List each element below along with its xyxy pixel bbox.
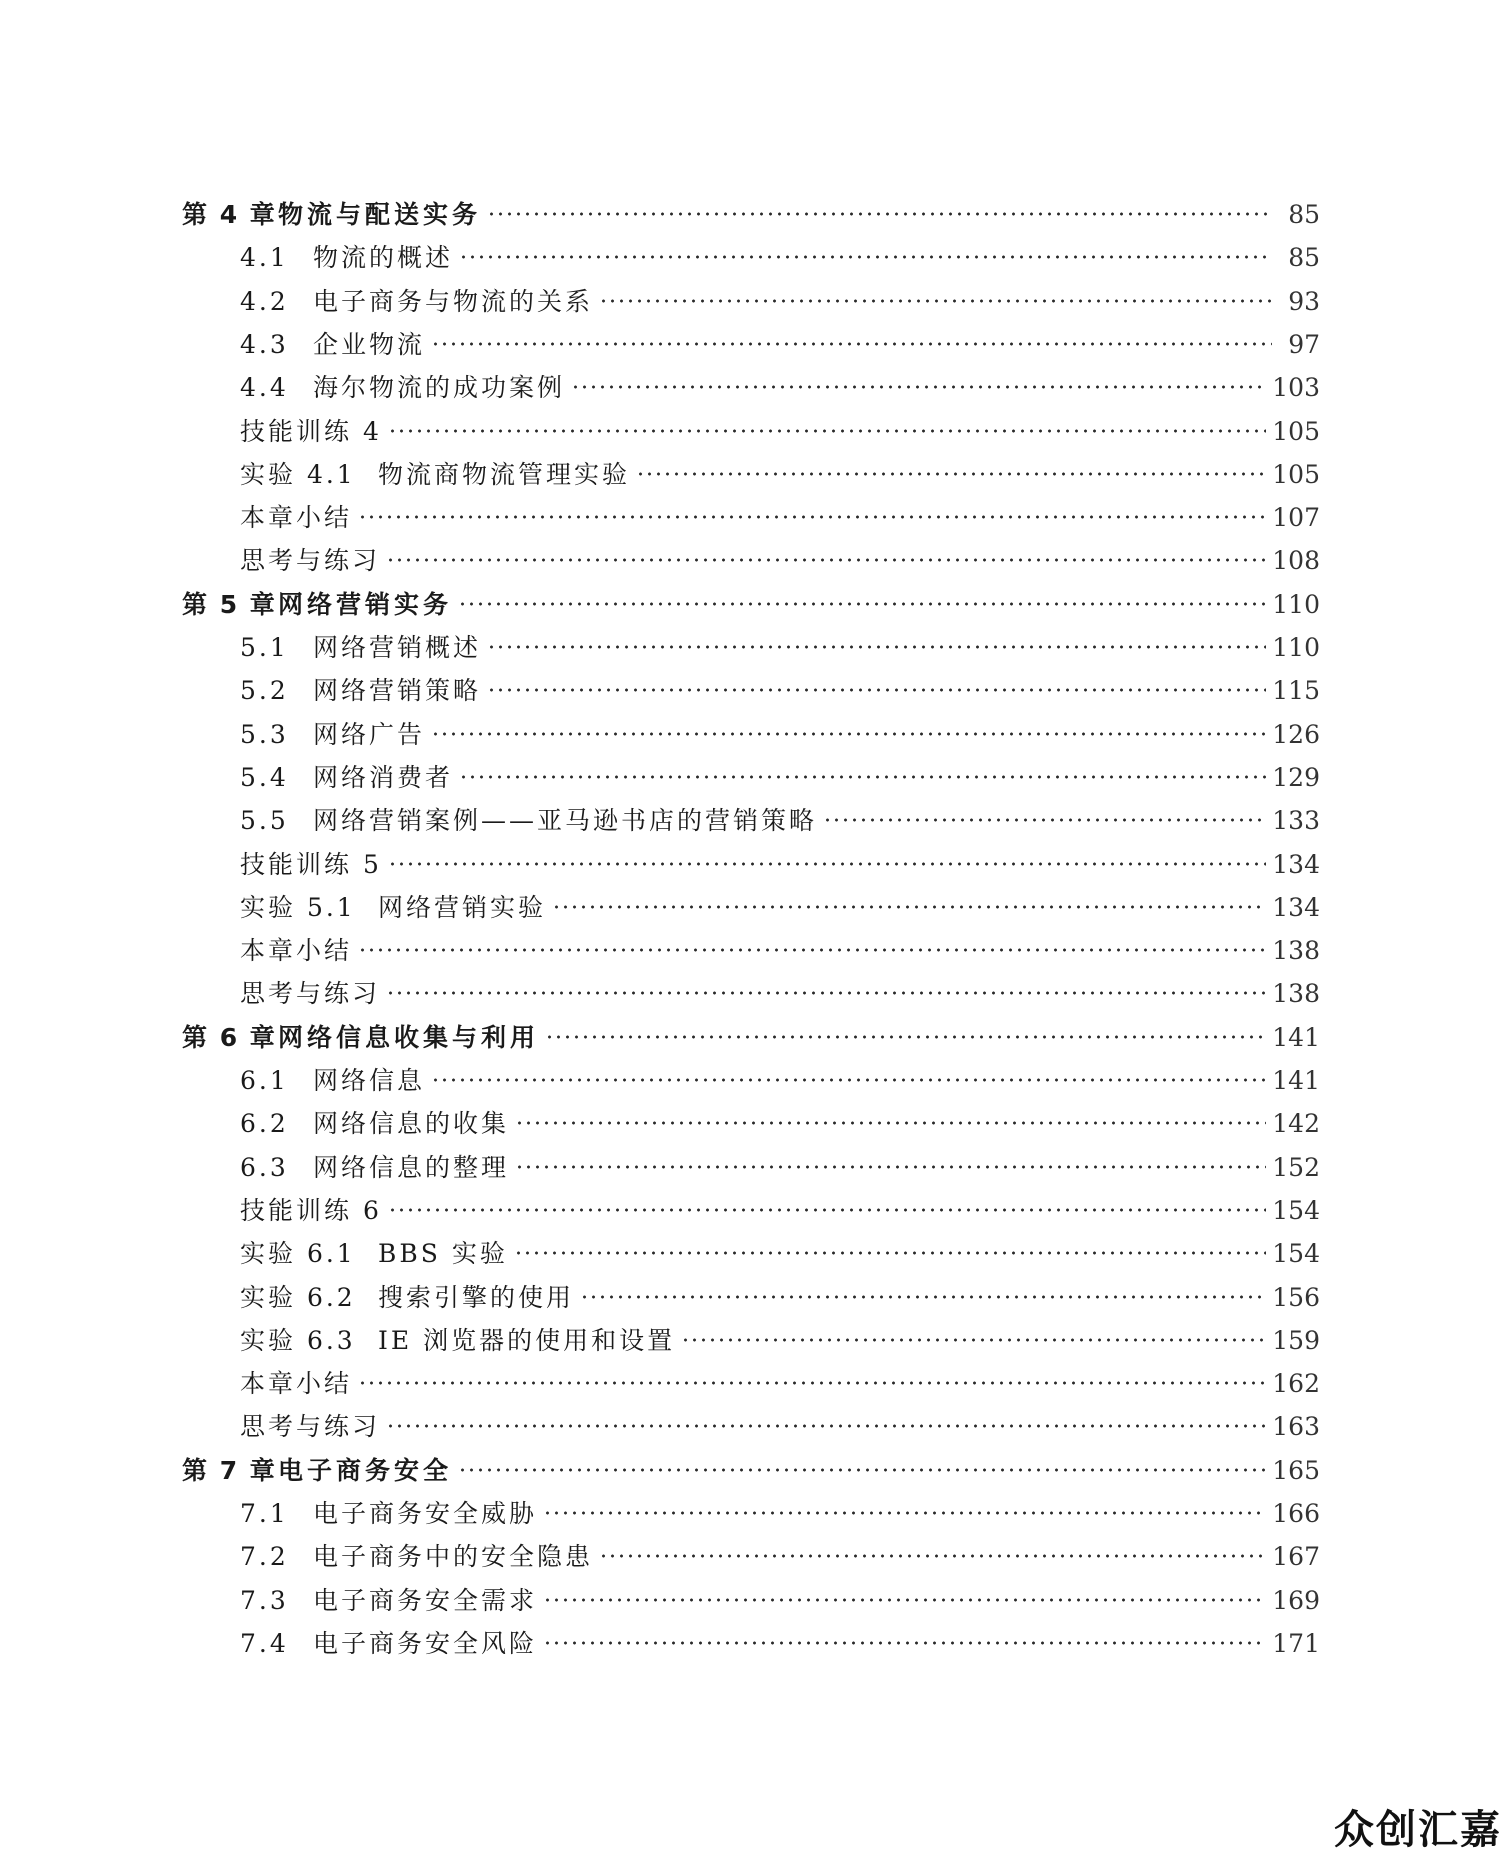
dot-leader [599,1554,1266,1558]
dot-leader [580,1295,1266,1299]
toc-entry-row[interactable] [240,1540,1320,1574]
toc-page-number: 167 [1272,1542,1320,1571]
toc-entry-title: 本章小结 [240,936,353,965]
toc-entry-row[interactable] [240,804,1320,838]
dot-leader [458,602,1266,606]
toc-entry-row[interactable] [240,1064,1320,1098]
dot-leader [636,472,1266,476]
toc-page-number: 156 [1272,1283,1320,1312]
dot-leader [388,862,1266,866]
dot-leader [552,905,1266,909]
toc-entry-row[interactable] [240,285,1320,319]
toc-page-number: 138 [1272,979,1320,1008]
toc-entry-title: 本章小结 [240,1369,353,1398]
toc-page-number: 138 [1272,936,1320,965]
dot-leader [431,342,1272,346]
toc-entry-title: IE 浏览器的使用和设置 [378,1326,676,1355]
toc-entry-title: 物流与配送实务 [278,200,482,229]
dot-leader [358,948,1266,952]
toc-chapter-row[interactable] [182,1021,1320,1055]
toc-entry-title: 网络信息 [313,1066,426,1095]
toc-entry-number: 6.1 [240,1066,289,1095]
toc-page-number: 165 [1272,1456,1320,1485]
toc-entry-row[interactable] [240,674,1320,708]
toc-entry-number: 第 4 章 [182,200,277,229]
toc-page-number: 107 [1272,503,1320,532]
toc-page-number: 162 [1272,1369,1320,1398]
dot-leader [388,1208,1266,1212]
toc-entry-number: 实验 6.2 [240,1283,356,1312]
dot-leader [459,255,1272,259]
toc-entry-title: 网络消费者 [313,763,454,792]
toc-entry-row[interactable] [240,1281,1320,1315]
dot-leader [599,299,1272,303]
toc-entry-row[interactable] [240,977,1320,1011]
toc-entry-number: 6.2 [240,1109,289,1138]
toc-page-number: 97 [1288,330,1320,359]
toc-entry-title: 网络营销实验 [378,893,547,922]
toc-entry-number: 7.4 [240,1629,289,1658]
toc-entry-number: 4.2 [240,287,289,316]
toc-entry-title: 电子商务安全 [278,1456,453,1485]
toc-entry-number: 4.3 [240,330,289,359]
toc-page-number: 129 [1272,763,1320,792]
toc-entry-title: 网络营销策略 [313,676,482,705]
toc-entry-number: 5.1 [240,633,289,662]
dot-leader [386,991,1266,995]
toc-entry-title: 网络信息的整理 [313,1153,510,1182]
toc-entry-title: 网络广告 [313,720,426,749]
dot-leader [515,1165,1266,1169]
toc-entry-row[interactable] [240,371,1320,405]
toc-page-number: 110 [1272,633,1320,662]
dot-leader [358,515,1266,519]
dot-leader [515,1121,1266,1125]
toc-entry-title: 技能训练 5 [240,850,382,879]
toc-entry-title: 企业物流 [313,330,426,359]
toc-page-number: 134 [1272,850,1320,879]
toc-entry-number: 第 6 章 [182,1023,277,1052]
toc-page-number: 110 [1272,590,1320,619]
toc-entry-title: 物流的概述 [313,243,454,272]
toc-page-number: 108 [1272,546,1320,575]
dot-leader [545,1035,1266,1039]
toc-entry-row[interactable] [240,1410,1320,1444]
toc-entry-title: 电子商务安全需求 [313,1586,538,1615]
toc-entry-row[interactable] [240,1151,1320,1185]
toc-entry-number: 第 5 章 [182,590,277,619]
dot-leader [487,688,1266,692]
toc-entry-number: 6.3 [240,1153,289,1182]
toc-entry-number: 5.5 [240,806,289,835]
toc-page-number: 134 [1272,893,1320,922]
toc-entry-title: 电子商务中的安全隐患 [313,1542,594,1571]
dot-leader [487,645,1266,649]
dot-leader [459,775,1266,779]
toc-page-number: 163 [1272,1412,1320,1441]
toc-entry-title: 物流商物流管理实验 [378,460,631,489]
dot-leader [543,1598,1266,1602]
toc-entry-row[interactable] [240,761,1320,795]
toc-entry-number: 第 7 章 [182,1456,277,1485]
toc-page-number: 141 [1272,1023,1320,1052]
toc-entry-title: 搜索引擎的使用 [378,1283,575,1312]
dot-leader [358,1381,1266,1385]
dot-leader [388,429,1266,433]
toc-entry-title: 思考与练习 [240,979,381,1008]
toc-chapter-row[interactable] [182,1454,1320,1488]
toc-entry-title: 网络营销实务 [278,590,453,619]
toc-entry-number: 7.2 [240,1542,289,1571]
toc-page-number: 154 [1272,1239,1320,1268]
toc-entry-number: 5.4 [240,763,289,792]
toc-page-number: 103 [1272,373,1320,402]
toc-entry-number: 实验 5.1 [240,893,356,922]
toc-entry-title: 电子商务安全威胁 [313,1499,538,1528]
toc-page-number: 115 [1272,676,1320,705]
toc-entry-row[interactable] [240,934,1320,968]
dot-leader [571,385,1266,389]
dot-leader [386,1424,1266,1428]
toc-entry-row[interactable] [240,1107,1320,1141]
toc-entry-row[interactable] [240,1324,1320,1358]
toc-chapter-row[interactable] [182,588,1320,622]
toc-entry-title: 电子商务与物流的关系 [313,287,594,316]
toc-entry-row[interactable] [240,848,1320,882]
toc-page-number: 142 [1272,1109,1320,1138]
toc-entry-row[interactable] [240,1627,1320,1661]
toc-entry-row[interactable] [240,1237,1320,1271]
toc-entry-number: 5.2 [240,676,289,705]
toc-entry-row[interactable] [240,544,1320,578]
toc-entry-row[interactable] [240,1367,1320,1401]
toc-entry-row[interactable] [240,631,1320,665]
toc-entry-title: 网络营销概述 [313,633,482,662]
toc-page-number: 169 [1272,1586,1320,1615]
toc-entry-row[interactable] [240,1497,1320,1531]
toc-entry-row[interactable] [240,1194,1320,1228]
toc-entry-row[interactable] [240,1584,1320,1618]
toc-entry-number: 实验 6.1 [240,1239,356,1268]
watermark-logo: 众创汇嘉 [1334,1807,1502,1853]
toc-entry-row[interactable] [240,458,1320,492]
toc-entry-number: 实验 4.1 [240,460,356,489]
toc-page-number: 85 [1288,200,1320,229]
toc-entry-row[interactable] [240,891,1320,925]
toc-entry-title: 思考与练习 [240,546,381,575]
toc-page-number: 171 [1272,1629,1320,1658]
toc-entry-number: 7.1 [240,1499,289,1528]
toc-entry-number: 7.3 [240,1586,289,1615]
dot-leader [431,732,1266,736]
toc-page-number: 105 [1272,460,1320,489]
toc-entry-title: 电子商务安全风险 [313,1629,538,1658]
dot-leader [681,1338,1266,1342]
dot-leader [386,558,1266,562]
toc-entry-title: 网络营销案例——亚马逊书店的营销策略 [313,806,818,835]
toc-page-number: 159 [1272,1326,1320,1355]
toc-entry-row[interactable] [240,718,1320,752]
toc-page-number: 141 [1272,1066,1320,1095]
dot-leader [431,1078,1266,1082]
toc-entry-title: BBS 实验 [378,1239,508,1268]
toc-entry-title: 技能训练 4 [240,417,382,446]
toc-entry-title: 思考与练习 [240,1412,381,1441]
toc-chapter-row[interactable] [182,198,1320,232]
toc-entry-title: 技能训练 6 [240,1196,382,1225]
toc-entry-row[interactable] [240,328,1320,362]
toc-page-number: 154 [1272,1196,1320,1225]
toc-entry-number: 4.1 [240,243,289,272]
toc-entry-number: 4.4 [240,373,289,402]
toc-entry-title: 网络信息的收集 [313,1109,510,1138]
toc-entry-title: 海尔物流的成功案例 [313,373,566,402]
toc-entry-row[interactable] [240,241,1320,275]
toc-entry-row[interactable] [240,415,1320,449]
dot-leader [458,1468,1266,1472]
dot-leader [823,818,1266,822]
toc-page-number: 133 [1272,806,1320,835]
toc-entry-number: 实验 6.3 [240,1326,356,1355]
toc-page-number: 166 [1272,1499,1320,1528]
toc-page-number: 105 [1272,417,1320,446]
dot-leader [514,1251,1266,1255]
toc-page-number: 93 [1288,287,1320,316]
toc-entry-title: 网络信息收集与利用 [278,1023,540,1052]
toc-entry-title: 本章小结 [240,503,353,532]
toc-page-number: 85 [1288,243,1320,272]
dot-leader [543,1511,1266,1515]
toc-page-number: 126 [1272,720,1320,749]
dot-leader [487,212,1272,216]
toc-entry-row[interactable] [240,501,1320,535]
toc-entry-number: 5.3 [240,720,289,749]
dot-leader [543,1641,1266,1645]
toc-page-number: 152 [1272,1153,1320,1182]
